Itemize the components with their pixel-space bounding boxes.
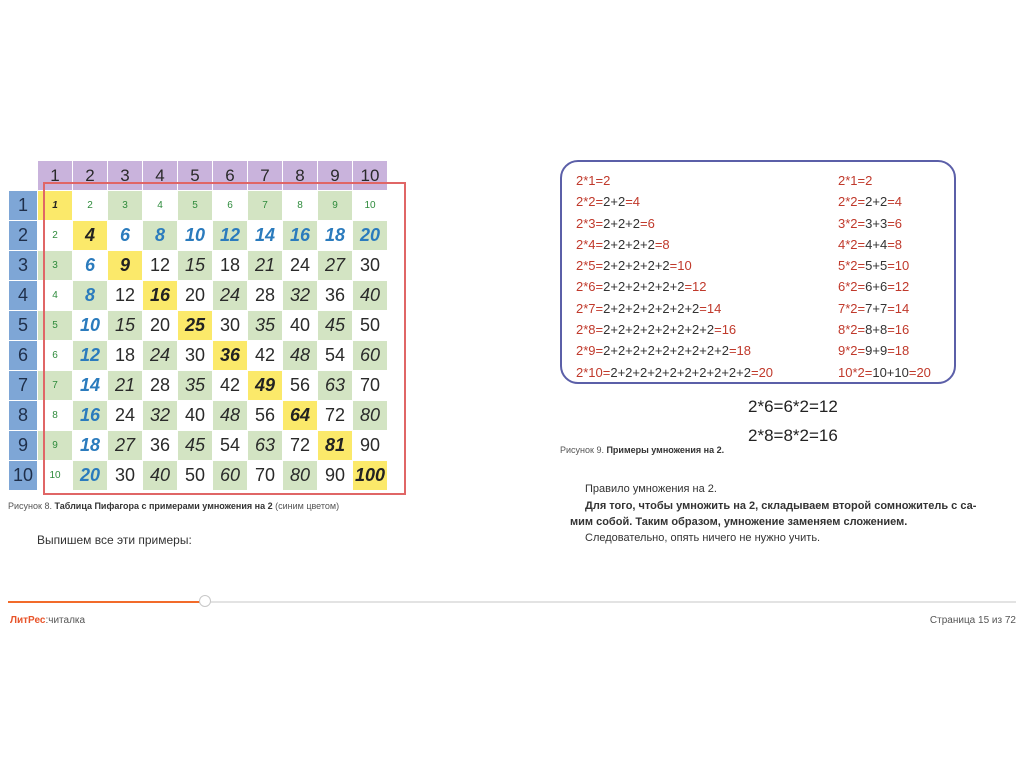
table-cell: 70 [353, 371, 388, 401]
table-cell: 9 [38, 431, 73, 461]
row-header: 2 [9, 221, 38, 251]
row-header: 10 [9, 461, 38, 491]
table-cell: 30 [213, 311, 248, 341]
example-mid: 3+3 [865, 215, 888, 231]
example-res: =10 [887, 258, 910, 274]
table-cell: 24 [283, 251, 318, 281]
example-lhs: 2*10= [576, 364, 611, 380]
example-res: =18 [728, 343, 751, 359]
table-row [9, 281, 388, 311]
table-cell: 20 [178, 281, 213, 311]
table-corner [9, 161, 38, 191]
table-cell: 10 [38, 461, 73, 491]
table-cell: 48 [213, 401, 248, 431]
left-paragraph: Выпишем все эти примеры: [37, 533, 192, 547]
table-cell: 40 [283, 311, 318, 341]
example-line [576, 298, 773, 319]
rule-title: Правило умножения на 2. [585, 483, 717, 495]
logo-suffix: :читалка [45, 615, 86, 626]
table-row [9, 191, 388, 221]
table-cell: 6 [38, 341, 73, 371]
table-cell: 27 [318, 251, 353, 281]
caption-title: Примеры умножения на 2. [606, 445, 725, 455]
example-line [576, 276, 773, 297]
example-mid: 2+2+2+2+2+2+2+2 [603, 322, 715, 338]
table-cell: 32 [283, 281, 318, 311]
table-cell: 100 [353, 461, 388, 491]
pythagoras-table [8, 160, 388, 491]
table-cell: 36 [213, 341, 248, 371]
table-cell: 32 [143, 401, 178, 431]
example-res: =18 [887, 343, 910, 359]
table-cell: 14 [248, 221, 283, 251]
example-res: =14 [699, 300, 722, 316]
column-header: 3 [108, 161, 143, 191]
example-res: =4 [625, 194, 641, 210]
table-cell: 1 [38, 191, 73, 221]
example-mid: 6+6 [865, 279, 888, 295]
table-cell: 25 [178, 311, 213, 341]
table-cell: 40 [178, 401, 213, 431]
progress-fill [8, 601, 205, 603]
caption-suffix: (синим цветом) [272, 501, 340, 511]
table-cell: 8 [143, 221, 178, 251]
table-cell: 18 [108, 341, 143, 371]
table-row [9, 431, 388, 461]
example-mid: 2+2+2+2+2 [603, 258, 670, 274]
litres-reader-logo[interactable] [10, 615, 85, 626]
table-cell: 72 [318, 401, 353, 431]
table-cell: 90 [353, 431, 388, 461]
table-cell: 4 [143, 191, 178, 221]
example-line [838, 362, 931, 383]
example-lhs: 2*7= [576, 300, 604, 316]
row-header: 4 [9, 281, 38, 311]
example-lhs: 2*4= [576, 236, 604, 252]
example-lhs: 2*9= [576, 343, 604, 359]
table-cell: 10 [353, 191, 388, 221]
table-cell: 28 [248, 281, 283, 311]
row-header: 5 [9, 311, 38, 341]
table-cell: 20 [143, 311, 178, 341]
logo-brand: ЛитРес [10, 615, 46, 626]
table-cell: 18 [73, 431, 108, 461]
table-cell: 2 [73, 191, 108, 221]
example-line [838, 298, 931, 319]
table-cell: 50 [353, 311, 388, 341]
page-counter: Страница 15 из 72 [929, 615, 1016, 626]
table-cell: 9 [108, 251, 143, 281]
example-mid: 2+2+2+2+2+2+2 [603, 300, 700, 316]
example-res: =8 [887, 236, 903, 252]
table-cell: 63 [318, 371, 353, 401]
example-line [838, 170, 931, 191]
table-cell: 8 [38, 401, 73, 431]
column-header: 1 [38, 161, 73, 191]
row-header: 7 [9, 371, 38, 401]
example-lhs: 8*2= [838, 322, 866, 338]
table-cell: 20 [353, 221, 388, 251]
table-cell: 28 [143, 371, 178, 401]
table-row [9, 461, 388, 491]
example-mid: 2+2+2+2+2+2+2+2+2 [603, 343, 729, 359]
example-res: 2 [865, 173, 873, 188]
table-cell: 6 [108, 221, 143, 251]
example-lhs: 3*2= [838, 215, 866, 231]
table-cell: 16 [143, 281, 178, 311]
example-line [576, 340, 773, 361]
table-cell: 8 [283, 191, 318, 221]
table-cell: 15 [108, 311, 143, 341]
example-res: =20 [908, 364, 931, 380]
table-cell: 36 [143, 431, 178, 461]
table-row [9, 371, 388, 401]
table-cell: 20 [73, 461, 108, 491]
row-header: 1 [9, 191, 38, 221]
column-header: 7 [248, 161, 283, 191]
table-cell: 5 [178, 191, 213, 221]
example-line [838, 276, 931, 297]
table-row [9, 251, 388, 281]
example-res: =16 [714, 322, 737, 338]
table-row [9, 311, 388, 341]
example-line [838, 191, 931, 212]
table-cell: 2 [38, 221, 73, 251]
table-cell: 7 [38, 371, 73, 401]
example-line [576, 213, 773, 234]
example-mid: 5+5 [865, 258, 888, 274]
table-cell: 27 [108, 431, 143, 461]
table-cell: 40 [143, 461, 178, 491]
example-mid: 8+8 [865, 322, 888, 338]
table-cell: 18 [213, 251, 248, 281]
example-lhs: 4*2= [838, 236, 866, 252]
figure-9-caption [560, 445, 724, 455]
table-cell: 56 [283, 371, 318, 401]
rule-conclusion: Следовательно, опять ничего не нужно учить. [585, 532, 821, 544]
row-header: 6 [9, 341, 38, 371]
example-lhs: 7*2= [838, 300, 866, 316]
table-cell: 7 [248, 191, 283, 221]
table-cell: 8 [73, 281, 108, 311]
example-mid: 2+2+2+2+2+2+2+2+2+2 [610, 364, 751, 380]
formula-commutative-1: 2*6=6*2=12 [748, 397, 838, 416]
table-cell: 30 [178, 341, 213, 371]
table-cell: 18 [318, 221, 353, 251]
table-cell: 21 [248, 251, 283, 281]
table-cell: 4 [73, 221, 108, 251]
example-res: =4 [887, 194, 903, 210]
table-cell: 12 [143, 251, 178, 281]
example-lhs: 2*8= [576, 322, 604, 338]
table-cell: 12 [213, 221, 248, 251]
table-cell: 80 [353, 401, 388, 431]
example-res: =12 [887, 279, 910, 295]
column-header: 9 [318, 161, 353, 191]
table-row [9, 341, 388, 371]
table-row [9, 401, 388, 431]
table-cell: 16 [73, 401, 108, 431]
example-line [576, 255, 773, 276]
example-mid: 2+2+2+2 [603, 236, 655, 252]
table-cell: 14 [73, 371, 108, 401]
example-line [838, 340, 931, 361]
example-mid: 7+7 [865, 300, 888, 316]
table-cell: 30 [353, 251, 388, 281]
example-res: =6 [887, 215, 903, 231]
table-cell: 12 [108, 281, 143, 311]
column-header: 2 [73, 161, 108, 191]
column-header: 10 [353, 161, 388, 191]
table-cell: 54 [213, 431, 248, 461]
example-mid: 10+10 [872, 364, 909, 380]
caption-prefix: Рисунок 9. [560, 445, 607, 455]
table-cell: 49 [248, 371, 283, 401]
example-res: =8 [654, 236, 670, 252]
table-cell: 24 [143, 341, 178, 371]
table-cell: 10 [178, 221, 213, 251]
table-cell: 63 [248, 431, 283, 461]
table-cell: 30 [108, 461, 143, 491]
example-lhs: 9*2= [838, 343, 866, 359]
row-header: 8 [9, 401, 38, 431]
example-lhs: 2*3= [576, 215, 604, 231]
table-cell: 24 [108, 401, 143, 431]
example-line [576, 362, 773, 383]
example-mid: 4+4 [865, 236, 888, 252]
table-cell: 64 [283, 401, 318, 431]
column-header: 6 [213, 161, 248, 191]
example-lhs: 2*6= [576, 279, 604, 295]
table-cell: 72 [283, 431, 318, 461]
table-cell: 3 [108, 191, 143, 221]
example-line [576, 191, 773, 212]
table-cell: 70 [248, 461, 283, 491]
column-header: 8 [283, 161, 318, 191]
table-cell: 4 [38, 281, 73, 311]
reading-progress-bar[interactable] [8, 601, 1016, 603]
table-cell: 36 [318, 281, 353, 311]
examples-box [560, 160, 956, 384]
example-lhs: 6*2= [838, 279, 866, 295]
example-lhs: 10*2= [838, 364, 873, 380]
example-res: 2 [603, 173, 611, 188]
example-lhs: 2*1= [576, 173, 604, 188]
example-lhs: 2*1= [838, 173, 866, 188]
table-cell: 6 [213, 191, 248, 221]
example-line [838, 255, 931, 276]
example-line [838, 319, 931, 340]
example-mid: 2+2 [603, 194, 626, 210]
table-cell: 24 [213, 281, 248, 311]
example-line [838, 213, 931, 234]
table-cell: 80 [283, 461, 318, 491]
table-cell: 90 [318, 461, 353, 491]
formula-commutative-2: 2*8=8*2=16 [748, 426, 838, 445]
table-cell: 81 [318, 431, 353, 461]
table-cell: 60 [213, 461, 248, 491]
example-mid: 9+9 [865, 343, 888, 359]
caption-title: Таблица Пифагора с примерами умножения на 2 [54, 501, 273, 511]
table-cell: 40 [353, 281, 388, 311]
rule-text-line-2: мим собой. Таким образом, умножение заменяем сложением. [570, 516, 908, 528]
example-lhs: 2*2= [838, 194, 866, 210]
table-cell: 45 [178, 431, 213, 461]
table-cell: 35 [178, 371, 213, 401]
table-cell: 21 [108, 371, 143, 401]
example-res: =10 [669, 258, 692, 274]
table-cell: 6 [73, 251, 108, 281]
example-res: =14 [887, 300, 910, 316]
example-mid: 2+2+2+2+2+2 [603, 279, 685, 295]
column-header: 4 [143, 161, 178, 191]
table-cell: 9 [318, 191, 353, 221]
table-cell: 42 [213, 371, 248, 401]
table-cell: 16 [283, 221, 318, 251]
table-cell: 42 [248, 341, 283, 371]
examples-right-column [838, 170, 931, 383]
example-line [576, 170, 773, 191]
table-cell: 54 [318, 341, 353, 371]
table-cell: 3 [38, 251, 73, 281]
table-row [9, 221, 388, 251]
table-cell: 60 [353, 341, 388, 371]
example-line [838, 234, 931, 255]
table-cell: 48 [283, 341, 318, 371]
table-cell: 50 [178, 461, 213, 491]
examples-left-column [576, 170, 773, 383]
row-header: 9 [9, 431, 38, 461]
example-res: =12 [684, 279, 707, 295]
table-cell: 56 [248, 401, 283, 431]
example-res: =16 [887, 322, 910, 338]
example-line [576, 319, 773, 340]
row-header: 3 [9, 251, 38, 281]
table-cell: 45 [318, 311, 353, 341]
example-lhs: 2*5= [576, 258, 604, 274]
example-lhs: 5*2= [838, 258, 866, 274]
rule-text-line-1: Для того, чтобы умножить на 2, складываем второй сомножитель с са- [585, 500, 977, 512]
table-cell: 15 [178, 251, 213, 281]
caption-prefix: Рисунок 8. [8, 501, 55, 511]
example-line [576, 234, 773, 255]
progress-slider-handle[interactable] [199, 595, 211, 607]
table-cell: 10 [73, 311, 108, 341]
example-res: =20 [750, 364, 774, 380]
example-res: =6 [640, 215, 655, 231]
column-header: 5 [178, 161, 213, 191]
table-cell: 5 [38, 311, 73, 341]
example-lhs: 2*2= [576, 194, 604, 210]
example-mid: 2+2+2 [603, 215, 640, 231]
table-cell: 12 [73, 341, 108, 371]
example-mid: 2+2 [865, 194, 888, 210]
table-cell: 35 [248, 311, 283, 341]
figure-8-caption [8, 501, 339, 511]
